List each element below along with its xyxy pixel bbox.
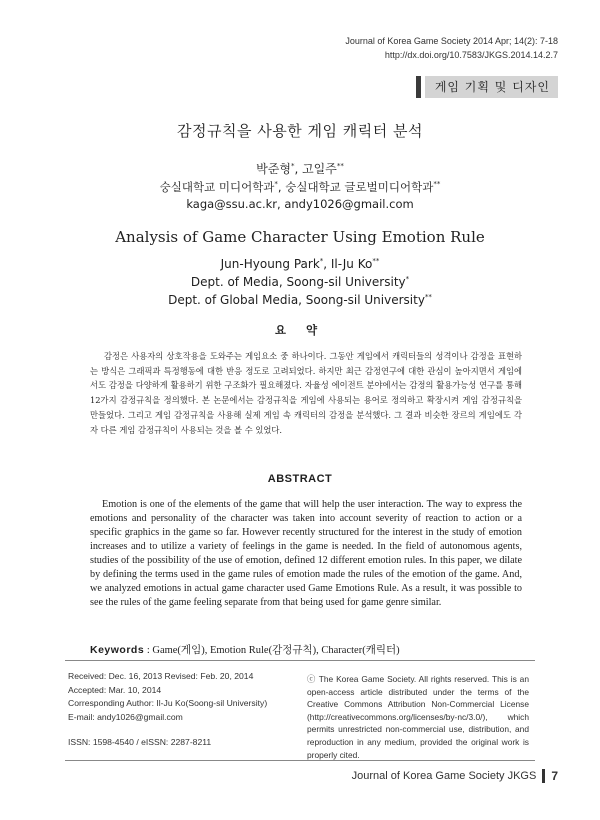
title-korean: 감정규칙을 사용한 게임 캐릭터 분석 bbox=[177, 122, 423, 140]
accepted-date: Accepted: Mar. 10, 2014 bbox=[68, 684, 162, 695]
article-metadata bbox=[68, 670, 267, 750]
received-revised: Received: Dec. 16, 2013 Revised: Feb. 20, 2014 bbox=[68, 671, 254, 681]
divider-bottom bbox=[65, 760, 535, 761]
author-emails: kaga@ssu.ac.kr, andy1026@gmail.com bbox=[186, 197, 414, 211]
affiliation-1-english bbox=[0, 275, 600, 289]
abstract-korean-heading: 요 약 bbox=[274, 323, 326, 337]
author-2-ko: , 고일주 bbox=[294, 162, 337, 176]
author-2-en-mark: ** bbox=[372, 257, 380, 265]
title-english: Analysis of Game Character Using Emotion Rule bbox=[115, 228, 485, 246]
affiliation-2-english bbox=[0, 293, 600, 307]
author-1-en-mark: * bbox=[319, 257, 324, 265]
affiliation-2-ko-mark: ** bbox=[433, 180, 441, 189]
doi-link[interactable]: http://dx.doi.org/10.7583/JKGS.2014.14.2.7 bbox=[384, 50, 558, 60]
keywords-text: : Game(게임), Emotion Rule(감정규칙), Character(캐릭터) bbox=[144, 645, 400, 656]
keywords bbox=[90, 642, 400, 657]
affiliation-1-ko-mark: * bbox=[274, 180, 278, 189]
copyright-notice: ⓒ The Korea Game Society. All rights reserved. This is an open-access article distributed under the terms of the Creative Commons Attribution Non-Commercial License (http://creativecommons.org/licenses/by-nc/3.0/), which permits unrestricted non-commercial use, distribution, and reproduction in any medium, provided the original work is properly cited. bbox=[307, 674, 529, 760]
journal-citation: Journal of Korea Game Society 2014 Apr; 14(2): 7-18 bbox=[345, 36, 558, 46]
author-2-ko-mark: ** bbox=[336, 162, 344, 170]
corresponding-author: Corresponding Author: Il-Ju Ko(Soong-sil University) bbox=[68, 698, 268, 709]
abstract-english: Emotion is one of the elements of the game that will help the user interaction. The way to express the emotions and personality of the character was taken into account severity of reaction to action or a specific graphics in the game so far. However recently structured for the interest in the study of emotion increases and to utilize a variety of feelings in the game is needed. In the field of autonomous agents, studies of the possibility of the use of emotion, defined 12 different emotion rules. In this paper, we dilate by defining the terms used in the game rules of emotion made the rules of the emotion of the game. And, we analyzed emotions in actual game character used Game Emotions Rule. As a result, it was possible to see the rules of the game feeling separate from that being used for game genre similar. bbox=[90, 499, 522, 608]
affiliation-2-en-mark: ** bbox=[424, 293, 432, 301]
affiliation-1-ko: 숭실대학교 미디어학과 bbox=[159, 180, 275, 194]
authors-korean bbox=[0, 160, 600, 177]
section-tag bbox=[416, 76, 558, 98]
affiliation-1-en-mark: * bbox=[405, 275, 410, 283]
corresponding-email: E-mail: andy1026@gmail.com bbox=[68, 711, 183, 722]
issn: ISSN: 1598-4540 / eISSN: 2287-8211 bbox=[68, 737, 212, 748]
abstract-korean: 감정은 사용자의 상호작용을 도와주는 게임요소 중 하나이다. 그동안 게임에서 캐릭터들의 성격이나 감정을 표현하는 방식은 그래픽과 특정행동에 대한 반응 정도로 고려되었다. 하지만 최근 감정연구에 대한 관심이 높아지면서 게임에서도 감정을 다양하게 활용하기 위한 구조화가 필요해졌다. 자율성 에이전트 분야에서는 감정의 활용가능성 연구를 통해 12가지 감정규칙을 정의했다. 본 논문에서는 감정규칙을 게임에 사용되는 용어로 정의하고 확장시켜 게임 감정규칙을 만들었다. 그리고 게임 감정규칙을 사용해 실제 게임 속 캐릭터의 감정을 분석했다. 그 결과 비슷한 장르의 게임에도 각자 다른 게임 감정규칙이 사용되는 것을 볼 수 있었다. bbox=[90, 351, 522, 435]
section-tag-bar bbox=[416, 76, 421, 98]
page-number: 7 bbox=[551, 769, 558, 783]
abstract-english-heading: ABSTRACT bbox=[267, 473, 333, 485]
keywords-label: Keywords bbox=[90, 644, 145, 656]
divider-top bbox=[65, 660, 535, 661]
authors-english bbox=[0, 257, 600, 271]
author-1-ko-mark: * bbox=[290, 162, 295, 170]
affiliation-2-ko: , 숭실대학교 글로벌미디어학과 bbox=[277, 180, 434, 194]
affiliation-2-en-text: Dept. of Global Media, Soong-sil University bbox=[168, 293, 425, 307]
section-tag-label: 게임 기획 및 디자인 bbox=[425, 76, 558, 98]
footer-separator bbox=[542, 769, 545, 783]
author-1-ko: 박준형 bbox=[256, 162, 291, 176]
author-2-en: , Il-Ju Ko bbox=[323, 257, 373, 271]
author-1-en: Jun-Hyoung Park bbox=[220, 257, 320, 271]
footer-journal: Journal of Korea Game Society JKGS bbox=[351, 770, 537, 782]
affiliation-1-en-text: Dept. of Media, Soong-sil University bbox=[190, 275, 406, 289]
affiliations-korean bbox=[0, 179, 600, 195]
page-footer bbox=[352, 769, 558, 783]
